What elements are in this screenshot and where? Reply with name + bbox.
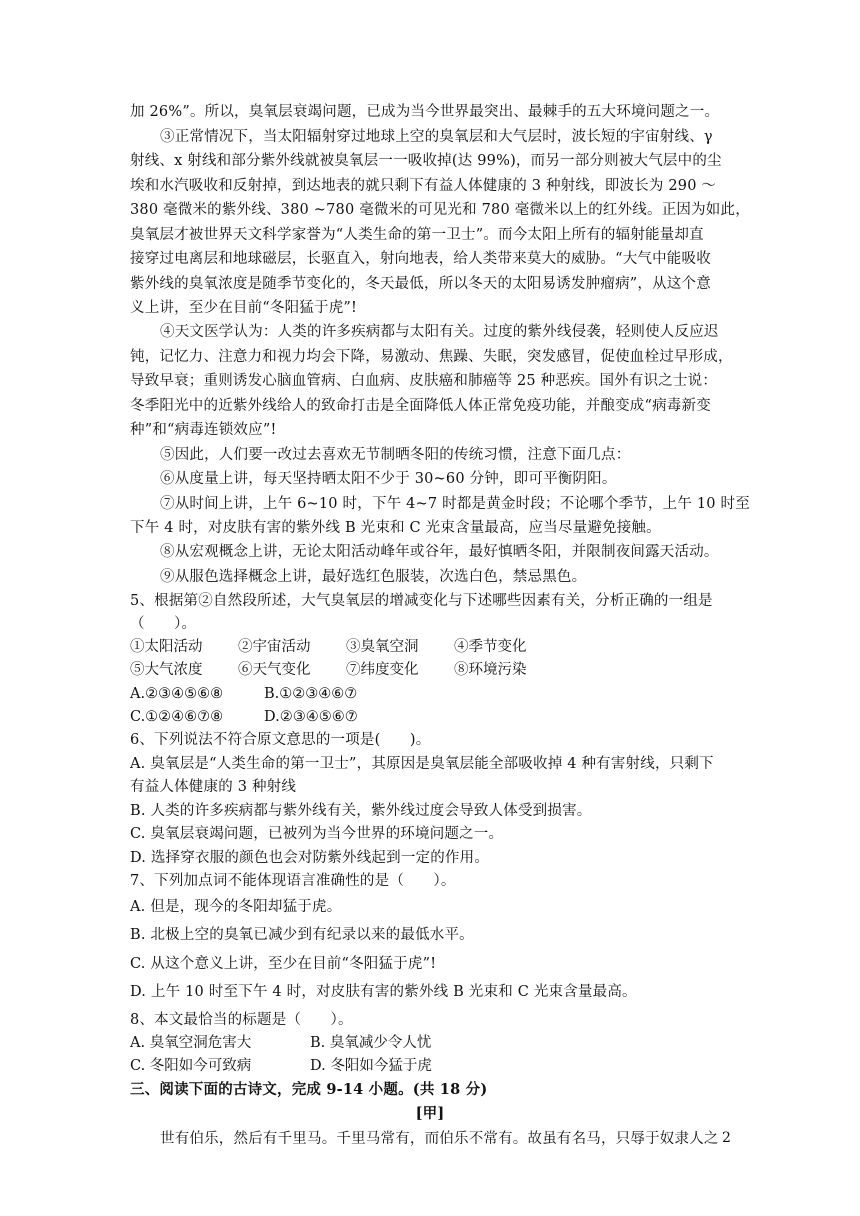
- question-6-stem: 6、下列说法不符合原文意思的一项是( )。: [130, 732, 431, 748]
- q7-option-c: C. 从这个意义上讲，至少在目前“冬阳猛于虎”!: [130, 956, 437, 972]
- q8-choices-row-1: [130, 1032, 431, 1054]
- paragraph-line: ⑧从宏观概念上讲，无论太阳活动峰年或谷年，最好慎晒冬阳，并限制夜间露天活动。: [160, 544, 719, 560]
- paragraph-line: 下午 4 时，对皮肤有害的紫外线 B 光束和 C 光束含量最高，应当尽量避免接触。: [130, 520, 661, 536]
- q5-items-row-2: [130, 659, 527, 681]
- q6-option-a: A. 臭氧层是“人类生命的第一卫士”，其原因是臭氧层能全部吸收掉 4 种有害射线，只剩下: [130, 756, 714, 772]
- q5-choice-a: A.②③④⑤⑥⑧: [130, 686, 224, 702]
- q8-choice-d: D. 冬阳如今猛于虎: [310, 1058, 432, 1074]
- q8-choice-c: C. 冬阳如今可致病: [130, 1058, 252, 1074]
- paragraph-line: ⑨从服色选择概念上讲，最好选红色服装，次选白色，禁忌黑色。: [160, 569, 587, 585]
- q6-option-d: D. 选择穿衣服的颜色也会对防紫外线起到一定的作用。: [130, 850, 490, 866]
- q5-choices-row-2: [130, 706, 358, 728]
- question-5-stem: 5、根据第②自然段所述，大气臭氧层的增减变化与下述哪些因素有关，分析正确的一组是: [130, 593, 713, 609]
- q6-option-b: B. 人类的许多疾病都与紫外线有关，紫外线过度会导致人体受到损害。: [130, 803, 592, 819]
- question-7-stem: 7、下列加点词不能体现语言准确性的是（ ）。: [130, 873, 456, 889]
- q6-option-c: C. 臭氧层衰竭问题，已被列为当今世界的环境问题之一。: [130, 826, 504, 842]
- question-8-stem: 8、本文最恰当的标题是（ ）。: [130, 1012, 353, 1028]
- q5-item: ②宇宙活动: [238, 639, 311, 655]
- q7-option-d: D. 上午 10 时至下午 4 时，对皮肤有害的紫外线 B 光束和 C 光束含量最高。: [130, 984, 637, 1000]
- q8-choices-row-2: [130, 1055, 432, 1077]
- page-number: 2: [722, 1130, 731, 1146]
- paragraph-line: 紫外线的臭氧浓度是随季节变化的，冬天最低，所以冬天的太阳易诱发肿瘤病”，从这个意: [130, 276, 711, 292]
- q5-choice-b: B.①②③④⑥⑦: [264, 686, 358, 702]
- paragraph-line: 义上讲，至少在目前“冬阳猛于虎”!: [130, 300, 358, 316]
- q5-item: ⑧环境污染: [454, 662, 527, 678]
- q8-choice-a: A. 臭氧空洞危害大: [130, 1035, 252, 1051]
- paragraph-line: 埃和水汽吸收和反射掉，到达地表的就只剩下有益人体健康的 3 种射线，即波长为 290 ～: [130, 178, 717, 194]
- paragraph-line: 射线、x 射线和部分紫外线就被臭氧层一一吸收掉(达 99%)，而另一部分则被大气层中的尘: [130, 153, 722, 169]
- q5-items-row-1: [130, 636, 527, 658]
- paragraph-line: ⑦从时间上讲，上午 6~10 时，下午 4~7 时都是黄金时段；不论哪个季节，上午 10 时至: [160, 496, 750, 512]
- paragraph-line: 种”和“病毒连锁效应”!: [130, 422, 277, 438]
- paragraph-line: 导致早衰；重则诱发心脑血管病、白血病、皮肤癌和肺癌等 25 种恶疾。国外有识之士说：: [130, 373, 718, 389]
- section-3-heading: 三、阅读下面的古诗文，完成 9-14 小题。(共 18 分): [130, 1081, 488, 1098]
- q5-choice-d: D.②③④⑤⑥⑦: [264, 709, 358, 725]
- paragraph-line: 钝，记忆力、注意力和视力均会下降，易激动、焦躁、失眠，突发感冒，促使血栓过早形成，: [130, 349, 733, 365]
- question-5-blank: （ ）。: [130, 616, 197, 632]
- text-jia-heading: [甲]: [415, 1105, 445, 1122]
- q5-choice-c: C.①②④⑥⑦⑧: [130, 709, 224, 725]
- q8-choice-b: B. 臭氧减少令人忧: [310, 1035, 432, 1051]
- paragraph-line: ⑤因此，人们要一改过去喜欢无节制晒冬阳的传统习惯，注意下面几点：: [160, 447, 631, 463]
- paragraph-line: ④天文医学认为：人类的许多疾病都与太阳有关。过度的紫外线侵袭，轻则使人反应迟: [160, 324, 719, 340]
- paragraph-line: 臭氧层才被世界天文科学家誉为“人类生命的第一卫士”。而今太阳上所有的辐射能量却直: [130, 227, 704, 243]
- q7-option-b: B. 北极上空的臭氧已减少到有纪录以来的最低水平。: [130, 927, 474, 943]
- paragraph-line: ⑥从度量上讲，每天坚持晒太阳不少于 30~60 分钟，即可平衡阴阳。: [160, 471, 617, 487]
- q5-choices-row-1: [130, 683, 357, 705]
- paragraph-line: 加 26%”。所以，臭氧层衰竭问题，已成为当今世界最突出、最棘手的五大环境问题之一。: [130, 104, 720, 120]
- paragraph-line: 世有伯乐，然后有千里马。千里马常有，而伯乐不常有。故虽有名马，只辱于奴隶人之: [160, 1131, 719, 1147]
- q5-item: ⑦纬度变化: [346, 662, 419, 678]
- paragraph-line: 380 毫微米的紫外线、380 ~780 毫微米的可见光和 780 毫微米以上的红外线。正因为如此，: [130, 202, 750, 218]
- paragraph-line: 冬季阳光中的近紫外线给人的致命打击是全面降低人体正常免疫功能，并酿变成“病毒新变: [130, 398, 711, 414]
- q5-item: ⑤大气浓度: [130, 662, 203, 678]
- q5-item: ④季节变化: [454, 639, 527, 655]
- q5-item: ①太阳活动: [130, 639, 203, 655]
- q5-item: ③臭氧空洞: [346, 639, 419, 655]
- paragraph-line: 接穿过电离层和地球磁层，长驱直入，射向地表，给人类带来莫大的威胁。“大气中能吸收: [130, 251, 711, 267]
- paragraph-line: ③正常情况下，当太阳辐射穿过地球上空的臭氧层和大气层时，波长短的宇宙射线、γ: [160, 129, 713, 145]
- q5-item: ⑥天气变化: [238, 662, 311, 678]
- q6-option-a-cont: 有益人体健康的 3 种射线: [130, 779, 297, 795]
- q7-option-a: A. 但是，现今的冬阳却猛于虎。: [130, 899, 342, 915]
